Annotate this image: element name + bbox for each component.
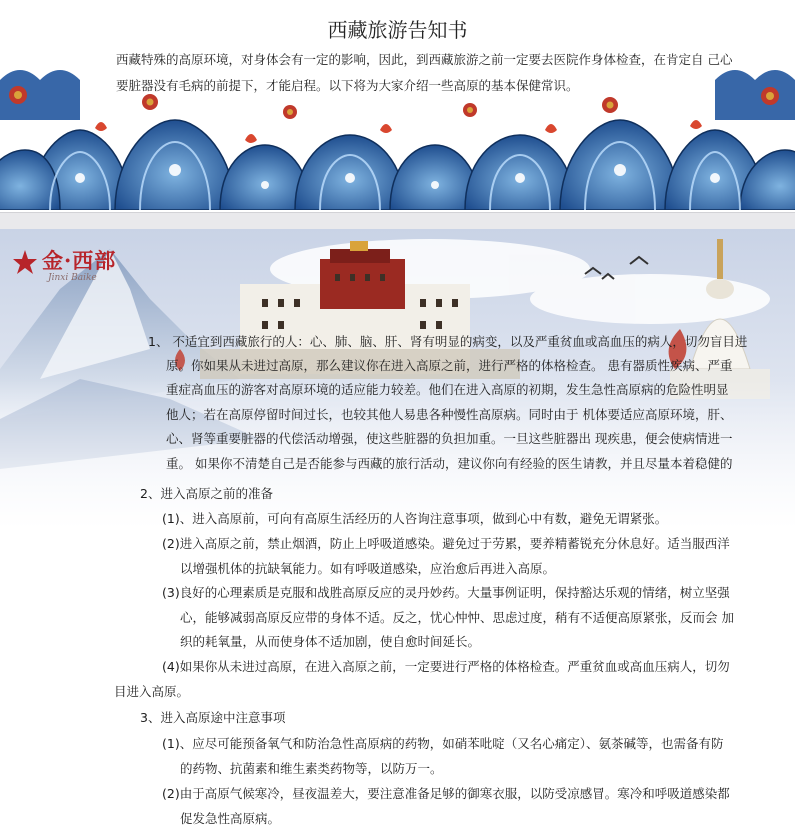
- section-3-item: 的药物、抗菌素和维生素类药物等，以防万一。: [180, 761, 443, 776]
- section-1-line: 他人；若在高原停留时间过长，也较其他人易患各种慢性高原病。同时由于 机体要适应高原环境，肝、: [166, 407, 733, 422]
- intro-paragraph: [116, 47, 795, 99]
- logo-subtitle: Jinxi Baike: [48, 273, 97, 283]
- section-2-item: (3)良好的心理素质是克服和战胜高原反应的灵丹妙药。大量事例证明，保持豁达乐观的情绪，树立坚强: [162, 585, 730, 600]
- section-1-line: 心、肾等重要脏器的代偿活动增强，使这些脏器的负担加重。一旦这些脏器出 现疾患，便会使病情进一: [166, 431, 733, 446]
- section-2-item: 目进入高原。: [114, 684, 190, 699]
- section-2-item: (4)如果你从未进过高原，在进入高原之前，一定要进行严格的体格检查。严重贫血或高血压病人，切勿: [162, 659, 730, 674]
- section-2-item: 织的耗氧量，从而使身体不适加剧，使自愈时间延长。: [180, 634, 481, 649]
- logo-text: 金·西部: [42, 248, 117, 273]
- section-3-item: 促发急性高原病。: [180, 811, 281, 826]
- section-1-line: 重症高血压的游客对高原环境的适应能力较差。他们在进入高原的初期，发生急性高原病的危险性明显: [166, 382, 729, 397]
- section-3-item: (2)由于高原气候寒冷，昼夜温差大，要注意准备足够的御寒衣服，以防受凉感冒。寒冷和呼吸道感染都: [162, 786, 730, 801]
- star-icon: [12, 249, 38, 275]
- section-3-item: (1)、应尽可能预备氧气和防治急性高原病的药物，如硝苯吡啶（又名心痛定）、氨茶碱等，也需备有防: [162, 736, 724, 751]
- section-2-heading: 2、进入高原之前的准备: [140, 486, 273, 501]
- section-2-item: (2)进入高原之前，禁止烟酒，防止上呼吸道感染。避免过于劳累，要养精蓄锐充分休息好。适当服西洋: [162, 536, 730, 551]
- section-2-item: 心，能够减弱高原反应带的身体不适。反之，忧心忡忡、思虑过度，稍有不适便高原紧张，反而会 加: [180, 610, 734, 625]
- section-3-heading: 3、进入高原途中注意事项: [140, 710, 286, 725]
- section-1-line: 1、 不适宜到西藏旅行的人：心、肺、脑、肝、肾有明显的病变，以及严重贫血或高血压的病人，切勿盲目进: [148, 334, 748, 349]
- section-2-item: (1)、进入高原前，可向有高原生活经历的人咨询注意事项，做到心中有数，避免无谓紧张。: [162, 511, 668, 526]
- document-title: 西藏旅游告知书: [327, 18, 468, 42]
- document-page-1: [0, 0, 795, 212]
- intro-line: 西藏特殊的高原环境，对身体会有一定的影响，因此，到西藏旅游之前一定要去医院作身体检查，在肯定自 己心: [116, 52, 733, 67]
- section-1-line: 原。你如果从未进过高原，那么建议你在进入高原之前，进行严格的体格检查。 患有器质性疾病、严重: [166, 358, 733, 373]
- section-1-line: 重。 如果你不清楚自己是否能参与西藏的旅行活动，建议你向有经验的医生请教，并且尽量本着稳健的: [166, 456, 733, 471]
- intro-line: 要脏器没有毛病的前提下，才能启程。以下将为大家介绍一些高原的基本保健常识。: [116, 78, 579, 93]
- brand-logo: [12, 243, 122, 287]
- page-separator: [0, 212, 795, 230]
- section-2-item: 以增强机体的抗缺氧能力。如有呼吸道感染，应治愈后再进入高原。: [180, 561, 556, 576]
- document-page-2: [0, 229, 795, 828]
